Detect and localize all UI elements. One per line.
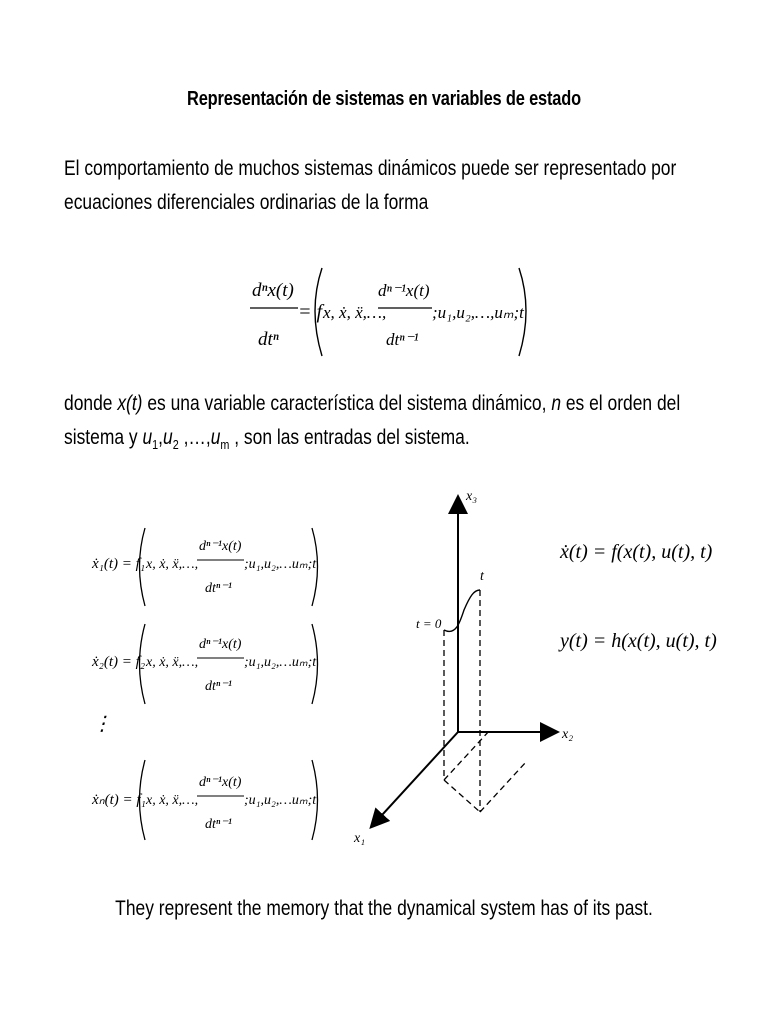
sys1-frac-num: dⁿ⁻¹x(t): [199, 539, 242, 554]
main-args: x, ẋ, ẍ,…,: [323, 303, 387, 322]
axis-x3-label: x₃: [466, 489, 478, 504]
state-space-diagram: [353, 489, 573, 846]
state-equation: ẋ(t) = f(x(t), u(t), t): [560, 541, 713, 563]
desc-text-2: es una variable característica del sistema dinámico,: [142, 392, 552, 415]
footer-text: They represent the memory that the dynamical system has of its past.: [115, 897, 653, 920]
desc-text-1: donde: [64, 392, 118, 415]
main-frac-numerator: dⁿ⁻¹x(t): [378, 281, 430, 300]
description-paragraph: [64, 387, 681, 462]
description-line-1: [64, 387, 681, 421]
sys2-tail: ;u₁,u₂,…uₘ;t: [244, 655, 317, 670]
sysn-frac-den: dtⁿ⁻¹: [205, 817, 232, 832]
desc-um: u: [210, 426, 221, 449]
main-ode-equation: [250, 268, 526, 356]
desc-n: n: [551, 392, 562, 415]
main-lhs-denominator: dtⁿ: [258, 329, 279, 350]
trajectory-curve: [444, 590, 480, 631]
intro-line-2: ecuaciones diferenciales ordinarias de la forma: [64, 191, 429, 214]
sys2-frac-num: dⁿ⁻¹x(t): [199, 637, 242, 652]
axis-x1-label: x₁: [354, 831, 366, 846]
sys2-frac-den: dtⁿ⁻¹: [205, 679, 232, 694]
t0-label: t = 0: [416, 616, 442, 631]
system-equation-2: [91, 624, 318, 704]
projection-lines: [444, 590, 526, 812]
description-line-2: [64, 421, 595, 462]
axis-x2-label: x₂: [562, 727, 574, 742]
main-tail: ;u₁,u₂,…,uₘ;t: [432, 303, 524, 322]
system-equation-n: [91, 760, 318, 840]
desc-sub-1: 1: [152, 437, 159, 452]
vertical-dots: ⋮: [92, 713, 112, 735]
sys1-lhs: ẋ₁(t) = f₁: [92, 556, 146, 572]
sysn-frac-num: dⁿ⁻¹x(t): [199, 775, 242, 790]
desc-comma: ,: [158, 426, 164, 449]
main-frac-denominator: dtⁿ⁻¹: [386, 330, 419, 349]
sys1-frac-den: dtⁿ⁻¹: [205, 581, 232, 596]
sys2-lhs: ẋ₂(t) = f₂: [92, 654, 146, 670]
t-label: t: [480, 569, 484, 584]
sysn-args: x, ẋ, ẍ,…,: [146, 793, 199, 808]
main-function: = f: [298, 301, 323, 323]
sys1-tail: ;u₁,u₂,…uₘ;t: [244, 557, 317, 572]
desc-dots: ,…,: [178, 426, 211, 449]
output-equation: y(t) = h(x(t), u(t), t): [560, 630, 717, 652]
system-equation-1: [91, 528, 318, 606]
sysn-lhs: ẋₙ(t) = f₁: [92, 792, 146, 808]
sys1-args: x, ẋ, ẍ,…,: [146, 557, 199, 572]
page-title: Representación de sistemas en variables de estado: [187, 88, 581, 110]
desc-text-3: es el orden del: [561, 392, 681, 415]
desc-xt: x(t): [117, 392, 143, 415]
sys2-args: x, ẋ, ẍ,…,: [146, 655, 199, 670]
desc-text-4: sistema y: [64, 426, 143, 449]
main-lhs-numerator: dⁿx(t): [252, 280, 294, 301]
sysn-tail: ;u₁,u₂,…uₘ;t: [244, 793, 317, 808]
desc-text-5: , son las entradas del sistema.: [229, 426, 470, 449]
desc-sub-2: 2: [172, 437, 179, 452]
desc-u2: u: [163, 426, 173, 449]
intro-line-1: El comportamiento de muchos sistemas dinámicos puede ser representado por: [64, 157, 677, 180]
desc-u1: u: [142, 426, 153, 449]
desc-sub-m: m: [220, 437, 230, 452]
